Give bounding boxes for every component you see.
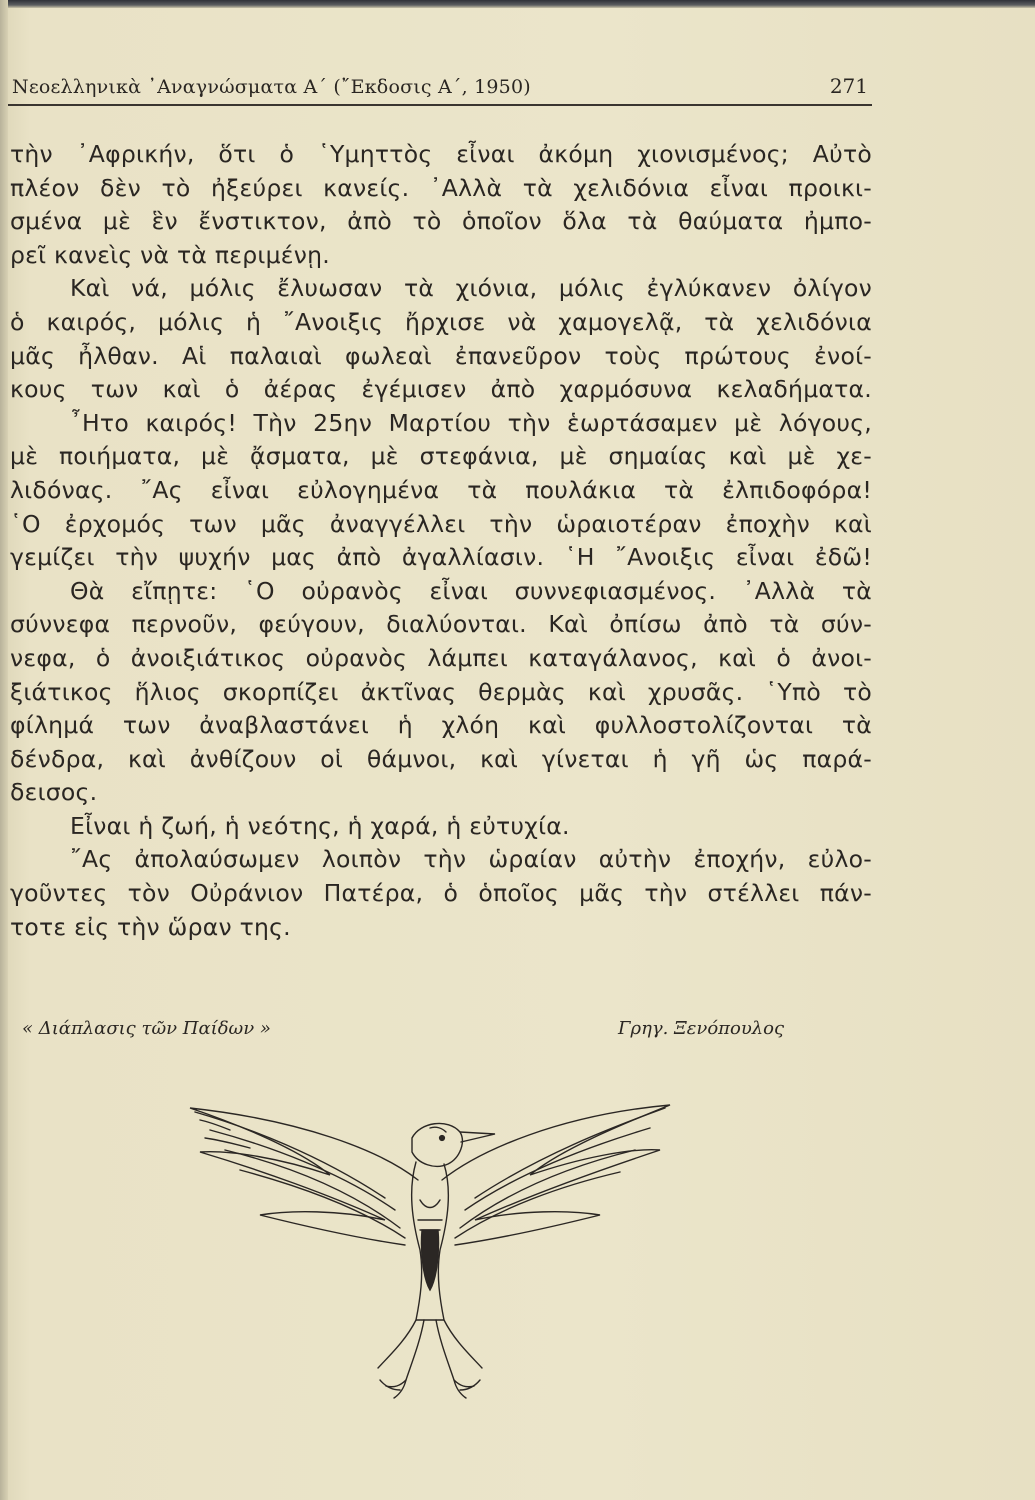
- text-line: Θὰ εἴπῃτε: ῾Ο οὐρανὸς εἶναι συννεφιασμένος. ᾿Αλλὰ τὰ: [70, 576, 872, 605]
- text-line: ξιάτικος ἥλιος σκορπίζει ἀκτῖνας θερμὰς καὶ χρυσᾶς. ῾Υπὸ τὸ: [10, 677, 872, 706]
- text-line: σμένα μὲ ἓν ἔνστικτον, ἀπὸ τὸ ὁποῖον ὅλα τὰ θαύματα ἠμπο-: [10, 207, 872, 236]
- attribution: [22, 1018, 872, 1048]
- text-line: μὲ ποιήματα, μὲ ᾄσματα, μὲ στεφάνια, μὲ σημαίας καὶ μὲ χε-: [10, 442, 872, 471]
- text-line: φίλημά των ἀναβλαστάνει ἡ χλόη καὶ φυλλοστολίζονται τὰ: [10, 711, 872, 740]
- running-header: [8, 72, 876, 102]
- text-line: τοτε εἰς τὴν ὥραν της.: [10, 912, 291, 941]
- page-top-edge: [0, 0, 1035, 8]
- text-line: γεμίζει τὴν ψυχήν μας ἀπὸ ἀγαλλίασιν. ῾Η ῎Ανοιξις εἶναι ἐδῶ!: [10, 543, 872, 572]
- text-line: μᾶς ἦλθαν. Αἱ παλαιαὶ φωλεαὶ ἐπανεῦρον τοὺς πρώτους ἐνοί-: [10, 341, 872, 370]
- text-line: σύννεφα περνοῦν, φεύγουν, διαλύονται. Καὶ ὀπίσω ἀπὸ τὰ σύν-: [10, 610, 872, 639]
- text-line: λιδόνας. ῎Ας εἶναι εὐλογημένα τὰ πουλάκια τὰ ἐλπιδοφόρα!: [10, 475, 872, 504]
- bird-tail: [378, 1320, 482, 1380]
- bird-beak: [460, 1132, 495, 1142]
- text-line: τὴν ᾿Αφρικήν, ὅτι ὁ ῾Υμηττὸς εἶναι ἀκόμη χιονισμένος; Αὐτὸ: [10, 140, 872, 168]
- text-line: ὁ καιρός, μόλις ἡ ῎Ανοιξις ἤρχισε νὰ χαμογελᾷ, τὰ χελιδόνια: [10, 307, 872, 336]
- text-line: ῾Ο ἐρχομός των μᾶς ἀναγγέλλει τὴν ὡραιοτέραν ἐποχὴν καὶ: [10, 509, 872, 538]
- text-line: Εἶναι ἡ ζωή, ἡ νεότης, ἡ χαρά, ἡ εὐτυχία.: [70, 811, 570, 840]
- text-line: ῏Ητο καιρός! Τὴν 25ην Μαρτίου τὴν ἑωρτάσαμεν μὲ λόγους,: [70, 408, 872, 437]
- text-line: Καὶ νά, μόλις ἔλυωσαν τὰ χιόνια, μόλις ἐγλύκανεν ὀλίγον: [70, 274, 872, 303]
- source-citation: « Διάπλασις τῶν Παίδων »: [22, 1018, 271, 1039]
- text-line: ῎Ας ἀπολαύσωμεν λοιπὸν τὴν ὡραίαν αὐτὴν ἐποχήν, εὐλο-: [70, 845, 872, 874]
- running-header-title: Νεοελληνικὰ ᾿Αναγνώσματα Α΄ (῎Εκδοσις Α΄, 1950): [12, 76, 531, 98]
- swallow-illustration: [180, 1080, 680, 1400]
- text-line: πλέον δὲν τὸ ἠξεύρει κανείς. ᾿Αλλὰ τὰ χελιδόνια εἶναι προικι-: [10, 173, 872, 202]
- text-line: κους των καὶ ὁ ἀέρας ἐγέμισεν ἀπὸ χαρμόσυνα κελαδήματα.: [10, 375, 872, 404]
- binding-shadow: [0, 0, 8, 1500]
- text-line: δεισος.: [10, 778, 98, 807]
- author-name: Γρηγ. Ξενόπουλος: [618, 1018, 785, 1039]
- text-line: νεφα, ὁ ἀνοιξιάτικος οὐρανὸς λάμπει καταγάλανος, καὶ ὁ ἀνοι-: [10, 643, 872, 672]
- bird-head: [412, 1123, 462, 1166]
- bird-feet: [386, 1380, 474, 1398]
- page-number: 271: [829, 74, 868, 98]
- header-rule: [8, 104, 872, 106]
- text-line: δένδρα, καὶ ἀνθίζουν οἱ θάμνοι, καὶ γίνεται ἡ γῆ ὡς παρά-: [10, 744, 872, 773]
- text-line: ρεῖ κανεὶς νὰ τὰ περιμένῃ.: [10, 240, 330, 269]
- body-text: [10, 138, 872, 944]
- text-line: γοῦντες τὸν Οὐράνιον Πατέρα, ὁ ὁποῖος μᾶς τὴν στέλλει πάν-: [10, 879, 872, 908]
